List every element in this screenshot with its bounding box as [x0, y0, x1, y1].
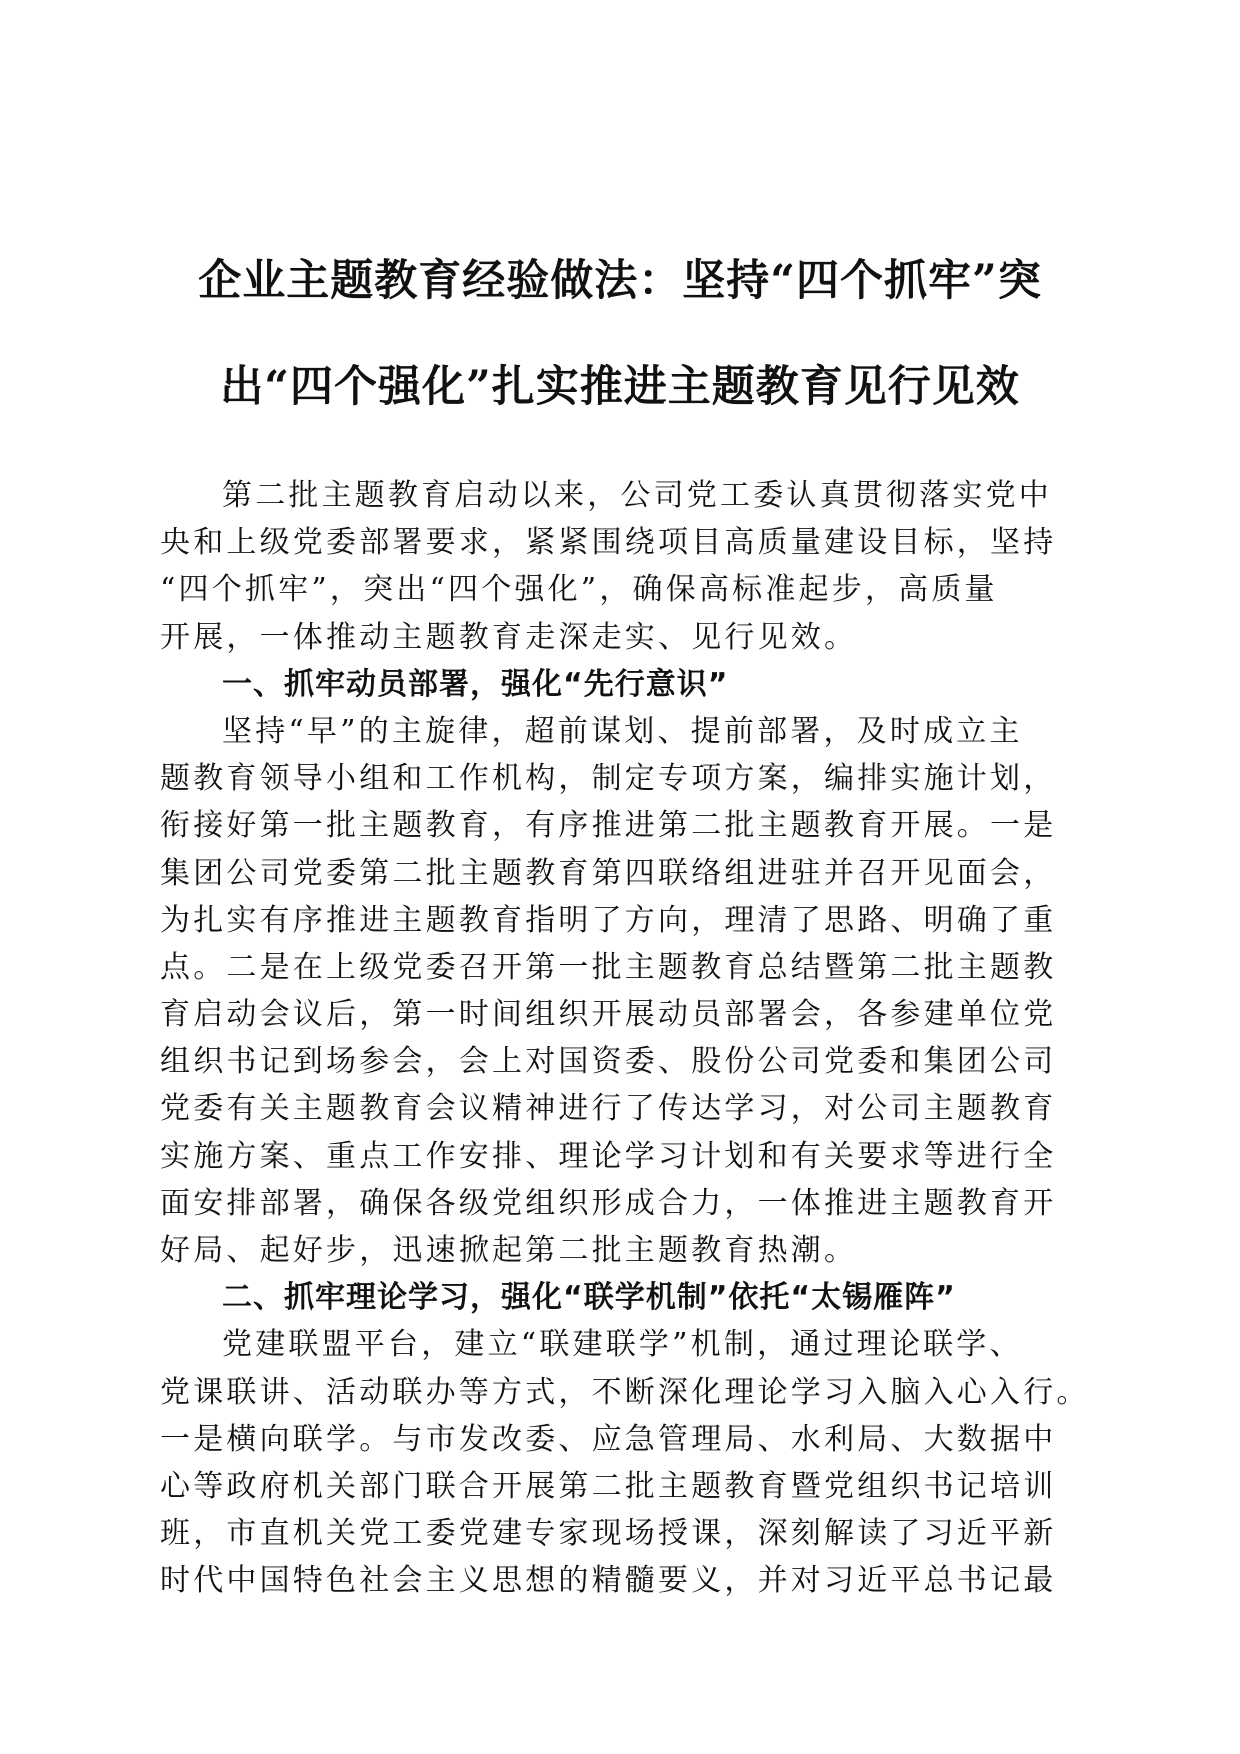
paragraph-line: 第二批主题教育启动以来，公司党工委认真贯彻落实党中 — [222, 478, 1052, 513]
paragraph-line: 点。二是在上级党委召开第一批主题教育总结暨第二批主题教 — [160, 949, 1057, 985]
paragraph-line: 心等政府机关部门联合开展第二批主题教育暨党组织书记培训 — [160, 1468, 1057, 1504]
paragraph-line: 坚持“早”的主旋律，超前谋划、提前部署，及时成立主 — [222, 713, 1023, 749]
paragraph-line: 题教育领导小组和工作机构，制定专项方案，编排实施计划， — [160, 761, 1057, 797]
section-heading-2: 二、抓牢理论学习，强化“联学机制”依托“太锡雁阵” — [222, 1280, 956, 1316]
paragraph-line: 央和上级党委部署要求，紧紧围绕项目高质量建设目标，坚持 — [160, 525, 1057, 561]
paragraph-line: 育启动会议后，第一时间组织开展动员部署会，各参建单位党 — [160, 997, 1057, 1033]
paragraph-line: 班，市直机关党工委党建专家现场授课，深刻解读了习近平新 — [160, 1516, 1057, 1552]
paragraph-line: 为扎实有序推进主题教育指明了方向，理清了思路、明确了重 — [160, 902, 1057, 938]
document-body — [160, 472, 1090, 1605]
paragraph-line: 党委有关主题教育会议精神进行了传达学习，对公司主题教育 — [160, 1091, 1057, 1127]
document-title — [140, 228, 1100, 440]
section-heading-1: 一、抓牢动员部署，强化“先行意识” — [222, 666, 729, 702]
paragraph-line: 开展，一体推动主题教育走深走实、见行见效。 — [160, 619, 858, 655]
paragraph-line: 面安排部署，确保各级党组织形成合力，一体推进主题教育开 — [160, 1185, 1057, 1221]
paragraph-line: “四个抓牢”，突出“四个强化”，确保高标准起步，高质量 — [160, 572, 998, 608]
title-line-2: 出“四个强化”扎实推进主题教育见行见效 — [220, 362, 1020, 412]
paragraph-line: 组织书记到场参会，会上对国资委、股份公司党委和集团公司 — [160, 1044, 1057, 1080]
paragraph-line: 时代中国特色社会主义思想的精髓要义，并对习近平总书记最 — [160, 1563, 1057, 1599]
title-line-1: 企业主题教育经验做法：坚持“四个抓牢”突 — [198, 256, 1042, 306]
paragraph-line: 衔接好第一批主题教育，有序推进第二批主题教育开展。一是 — [160, 808, 1057, 844]
paragraph-line: 一是横向联学。与市发改委、应急管理局、水利局、大数据中 — [160, 1421, 1057, 1457]
paragraph-line: 实施方案、重点工作安排、理论学习计划和有关要求等进行全 — [160, 1138, 1057, 1174]
paragraph-line: 党建联盟平台，建立“联建联学”机制，通过理论联学、 — [222, 1327, 1023, 1363]
paragraph-line: 党课联讲、活动联办等方式，不断深化理论学习入脑入心入行。 — [160, 1374, 1090, 1410]
paragraph-line: 集团公司党委第二批主题教育第四联络组进驻并召开见面会， — [160, 855, 1057, 891]
paragraph-line: 好局、起好步，迅速掀起第二批主题教育热潮。 — [160, 1233, 858, 1268]
